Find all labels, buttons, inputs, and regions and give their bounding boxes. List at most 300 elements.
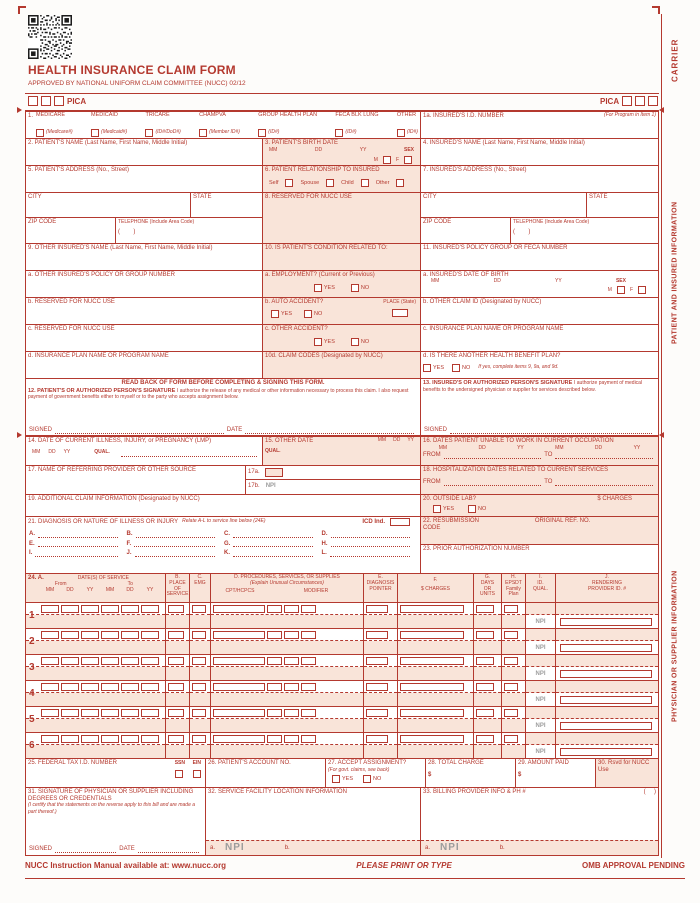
svc-modifier-box[interactable] [267,709,282,717]
svc-date-to-yy-box[interactable] [141,735,159,743]
insurance-type-checkbox[interactable] [36,129,44,137]
icd-ind-box[interactable] [390,518,410,526]
field-33b-label: b. [499,844,505,851]
field-11d-other-benefit-plan[interactable] [421,352,659,379]
field-26-patient-account[interactable] [206,759,326,788]
telephone-parens: ( ) [513,228,531,235]
svc-date-from-yy-box[interactable] [81,683,99,691]
svc-emg-box[interactable] [192,657,206,665]
svc-charges-box[interactable] [400,709,464,717]
field-22-resubmission[interactable] [421,517,658,545]
svc-diagnosis-pointer-box[interactable] [366,709,388,717]
insurance-type-checkbox[interactable] [258,129,266,137]
to-label: TO [544,452,553,459]
svc-modifier-box[interactable] [267,657,282,665]
field-9c-label: c. RESERVED FOR NUCC USE [28,326,115,332]
svc-epsdt-box[interactable] [504,605,518,613]
qualifier-box[interactable] [265,468,283,477]
auto-accident-yes-checkbox[interactable] [271,310,279,318]
diagnosis-letter-item [126,528,224,538]
city-label: CITY [423,194,437,200]
field-14-current-illness-date[interactable] [26,437,263,466]
field-16-label: 16. DATES PATIENT UNABLE TO WORK IN CURRENT OCCUPATION [423,438,614,444]
svc-rendering-npi-box[interactable] [560,696,652,704]
row-4 [26,193,659,218]
service-line [26,629,659,655]
field-32a-label: a. [210,844,216,851]
option-label: MEDICARE [36,112,66,118]
pica-checkbox[interactable] [54,96,64,106]
diagnosis-letter-item [321,547,419,557]
svc-days-units-box[interactable] [476,709,494,717]
qual-entry-line[interactable] [121,450,257,457]
svc-date-to-dd-box[interactable] [121,657,139,665]
form-title: HEALTH INSURANCE CLAIM FORM [28,63,236,77]
svc-cpt-box[interactable] [213,709,265,717]
svc-rendering-npi-box[interactable] [560,644,652,652]
svc-date-from-yy-box[interactable] [81,735,99,743]
no-label: NO [478,505,487,512]
relationship-other-checkbox[interactable] [396,179,404,187]
svc-days-units-box[interactable] [476,631,494,639]
field-22-23-stack [421,517,659,574]
svc-modifier-box[interactable] [267,631,282,639]
svc-date-from-dd-box[interactable] [61,735,79,743]
row-1 [26,112,659,139]
field-20-label: 20. OUTSIDE LAB? [423,496,477,502]
field-11b-other-claim-id[interactable] [421,298,659,325]
svc-date-to-mm-box[interactable] [101,683,119,691]
insured-zip-field[interactable] [421,218,511,244]
to-date-line[interactable] [555,452,653,459]
svc-charges-box[interactable] [400,605,464,613]
insured-city-field[interactable] [421,193,587,218]
svc-date-from-yy-box[interactable] [81,657,99,665]
svc-col-emg [190,655,211,681]
svc-emg-box[interactable] [192,605,206,613]
row-14-15-16 [26,437,659,466]
svc-emg-box[interactable] [192,735,206,743]
patient-signature-date-line[interactable] [245,427,414,434]
svc-modifier-box[interactable] [284,657,299,665]
svc-date-to-mm-box[interactable] [101,735,119,743]
patient-city-field[interactable] [26,193,191,218]
field-27-note: (For govt. claims, see back) [328,766,390,773]
insured-state-field[interactable] [587,193,659,218]
svc-diagnosis-pointer-box[interactable] [366,605,388,613]
male-label: M [607,286,612,293]
ssn-label: SSN [174,760,185,766]
svc-date-to-yy-box[interactable] [141,683,159,691]
svc-place-box[interactable] [168,735,184,743]
benefit-plan-no-checkbox[interactable] [452,364,460,372]
field-1-number: 1. [28,113,34,119]
female-label: F [395,156,399,163]
field-10a-label: a. EMPLOYMENT? (Current or Previous) [265,272,375,278]
field-11d-label: d. IS THERE ANOTHER HEALTH BENEFIT PLAN? [423,353,561,359]
field-10b-auto-accident[interactable] [263,298,421,325]
svc-col-emg [190,603,211,629]
margin-label-physician-supplier: PHYSICIAN OR SUPPLIER INFORMATION [671,570,679,723]
row-17-18 [26,466,659,495]
svc-date-to-yy-box[interactable] [141,657,159,665]
physician-date-line[interactable] [138,846,199,853]
svc-col-diagnosis-pointer [364,655,398,681]
field-5-patient-address[interactable] [26,166,263,193]
yy-label: YY [359,146,367,153]
insurance-type-checkbox[interactable] [91,129,99,137]
diagnosis-letter-item [223,528,321,538]
diagnosis-letter-item [28,547,126,557]
diagnosis-letter-item [223,538,321,548]
sex-male-checkbox[interactable] [383,156,391,164]
field-11c-insurance-plan[interactable] [421,325,659,352]
insurance-type-option [397,113,418,137]
field-11c-label: c. INSURANCE PLAN NAME OR PROGRAM NAME [423,326,564,332]
dollar-sign: $ [518,771,522,778]
field-15-other-date[interactable] [263,437,421,466]
svc-col-id-qual [526,681,556,707]
qual-label: QUAL. [265,447,281,454]
field-33-billing-provider[interactable] [421,788,659,856]
svc-cpt-box[interactable] [213,631,265,639]
svc-modifier-box[interactable] [301,709,316,717]
svc-diagnosis-pointer-box[interactable] [366,657,388,665]
svc-cpt-box[interactable] [213,683,265,691]
svc-modifier-box[interactable] [267,605,282,613]
svc-cpt-box[interactable] [213,657,265,665]
field-11-policy-group[interactable] [421,244,659,271]
svc-rendering-npi-box[interactable] [560,722,652,730]
dd-label: DD [393,437,401,443]
field-27-accept-assignment[interactable] [326,759,426,788]
svc-place-box[interactable] [168,683,184,691]
employment-yes-checkbox[interactable] [314,284,322,292]
svc-date-to-mm-box[interactable] [101,631,119,639]
svc-col-procedures [211,655,364,681]
service-line-number: 1 [29,610,35,621]
field-32-service-facility[interactable] [206,788,421,856]
svc-date-from-mm-box[interactable] [41,735,59,743]
pica-checkbox[interactable] [648,96,658,106]
field-33a-label: a. [425,844,431,851]
svc-date-to-yy-box[interactable] [141,605,159,613]
field-10d-claim-codes[interactable] [263,352,421,379]
svc-emg-box[interactable] [192,683,206,691]
svc-date-to-dd-box[interactable] [121,631,139,639]
svc-date-to-mm-box[interactable] [101,709,119,717]
svc-date-from-mm-box[interactable] [41,605,59,613]
svc-date-to-mm-box[interactable] [101,605,119,613]
field-10c-other-accident[interactable] [263,325,421,352]
svc-modifier-box[interactable] [267,735,282,743]
diagnosis-letter: F. [126,540,132,547]
pica-checkbox[interactable] [635,96,645,106]
svc-modifier-box[interactable] [284,605,299,613]
field-9d-insurance-plan[interactable] [26,352,263,379]
svc-days-units-box[interactable] [476,605,494,613]
telephone-parens: ( ) [118,228,136,235]
from-date-line[interactable] [444,452,542,459]
field-9a-other-insured-policy[interactable] [26,271,263,298]
svc-date-to-dd-box[interactable] [121,735,139,743]
field-4-label: 4. INSURED'S NAME (Last Name, First Name, Middle Initial) [423,140,585,146]
insurance-type-options [33,113,418,137]
svc-col-diagnosis-pointer [364,603,398,629]
sex-female-checkbox[interactable] [404,156,412,164]
relationship-self-checkbox[interactable] [285,179,293,187]
svc-modifier-box[interactable] [301,657,316,665]
field-28-total-charge[interactable] [426,759,516,788]
field-17-referring-provider[interactable] [26,466,246,495]
to-date-line[interactable] [555,479,653,486]
field-32-npi-strip [206,840,420,855]
svc-rendering-npi-box[interactable] [560,618,652,626]
svc-emg-box[interactable] [192,631,206,639]
svc-emg-box[interactable] [192,709,206,717]
assignment-yes-checkbox[interactable] [332,775,340,783]
svc-place-box[interactable] [168,605,184,613]
svc-date-to-yy-box[interactable] [141,709,159,717]
qual-label: QUAL. [94,449,110,456]
footer-omb-approval: OMB APPROVAL PENDING [582,861,685,870]
dd-label: DD [493,277,501,284]
svc-date-to-mm-box[interactable] [101,657,119,665]
service-line [26,707,659,733]
svc-date-from-mm-box[interactable] [41,657,59,665]
svc-date-from-yy-box[interactable] [81,631,99,639]
insurance-type-checkbox[interactable] [335,129,343,137]
ein-checkbox[interactable] [193,770,201,778]
field-2-patient-name[interactable] [26,139,263,166]
svc-diagnosis-pointer-box[interactable] [366,631,388,639]
patient-state-field[interactable] [191,193,263,218]
svc-diagnosis-pointer-box[interactable] [366,683,388,691]
svc-charges-box[interactable] [400,631,464,639]
svc-header-epsdt: H. EPSDT Family Plan [502,574,526,603]
svc-days-units-box[interactable] [476,657,494,665]
svc-epsdt-box[interactable] [504,657,518,665]
svc-place-box[interactable] [168,709,184,717]
svc-date-to-dd-box[interactable] [121,605,139,613]
field-33-label: 33. BILLING PROVIDER INFO & PH # [423,789,526,795]
svc-place-box[interactable] [168,631,184,639]
svc-header-id-qual: I. ID. QUAL. [526,574,556,603]
yy-label: YY [63,449,71,456]
svc-date-from-dd-box[interactable] [61,631,79,639]
svc-days-units-box[interactable] [476,683,494,691]
svc-epsdt-box[interactable] [504,709,518,717]
field-9-other-insured-name[interactable] [26,244,263,271]
field-22-code-label: CODE [423,524,441,531]
no-label: NO [314,310,323,317]
patient-telephone-field[interactable] [116,218,263,244]
svc-epsdt-box[interactable] [504,735,518,743]
svc-diagnosis-pointer-box[interactable] [366,735,388,743]
date-label: DATE [119,846,135,853]
field-19-additional-claim-info[interactable] [26,495,421,517]
field-25-federal-tax-id[interactable] [26,759,206,788]
field-21-diagnosis[interactable] [26,517,421,574]
svc-modifier-box[interactable] [267,683,282,691]
field-21-label: 21. DIAGNOSIS OR NATURE OF ILLNESS OR INJURY [28,518,179,525]
svc-date-from-mm-box[interactable] [41,709,59,717]
field-13-insured-signature[interactable] [421,379,659,437]
field-7-insured-address[interactable] [421,166,659,193]
outside-lab-yes-checkbox[interactable] [433,505,441,513]
svc-date-from-dd-box[interactable] [61,657,79,665]
svc-date-from-yy-box[interactable] [81,605,99,613]
field-16-unable-to-work-dates[interactable]: 16. DATES PATIENT UNABLE TO WORK IN CURRENT OCCUPATION MM DD YY MM DD YY FROM TO [421,437,659,466]
diagnosis-entry-line[interactable] [233,551,313,557]
relationship-child-checkbox[interactable] [361,179,369,187]
insured-signature-line[interactable] [450,427,652,434]
patient-zip-field[interactable] [26,218,116,244]
service-line-number: 2 [29,636,35,647]
option-label: OTHER [396,112,417,118]
footer-instruction-manual: NUCC Instruction Manual available at: www.nucc.org [25,861,227,870]
other-accident-yes-checkbox[interactable] [314,338,322,346]
svc-rendering-npi-box[interactable] [560,670,652,678]
place-state-box[interactable] [392,309,408,317]
option-label: TRICARE [145,112,170,118]
diagnosis-entry-line[interactable] [330,551,410,557]
svc-epsdt-box[interactable] [504,631,518,639]
svc-date-from-mm-box[interactable] [41,683,59,691]
pica-checkbox[interactable] [41,96,51,106]
field-10a-employment[interactable] [263,271,421,298]
field-9c-reserved-nucc [26,325,263,352]
field-4-insured-name[interactable] [421,139,659,166]
insured-sex-male-checkbox[interactable] [617,286,625,294]
insurance-type-checkbox[interactable] [397,129,405,137]
svc-rendering-npi-box[interactable] [560,748,652,756]
from-label: FROM [423,478,441,485]
insured-telephone-field[interactable] [511,218,659,244]
svc-date-to-yy-box[interactable] [141,631,159,639]
diagnosis-entry-line[interactable] [135,551,215,557]
dd-label: DD [314,146,323,153]
field-5-label: 5. PATIENT'S ADDRESS (No., Street) [28,167,129,173]
insurance-type-checkbox[interactable] [199,129,207,137]
field-6-patient-relationship[interactable] [263,166,421,193]
svc-date-from-dd-box[interactable] [61,709,79,717]
field-11a-label: a. INSURED'S DATE OF BIRTH [423,272,509,278]
outside-lab-no-checkbox[interactable] [468,505,476,513]
svc-epsdt-box[interactable] [504,683,518,691]
field-28-label: 28. TOTAL CHARGE [428,760,484,766]
field-23-prior-authorization[interactable] [421,545,658,573]
benefit-plan-yes-checkbox[interactable] [423,364,431,372]
svc-col-id-qual [526,707,556,733]
auto-accident-no-checkbox[interactable] [304,310,312,318]
option-sublabel: (Member ID#) [209,129,240,136]
svc-modifier-box[interactable] [301,683,316,691]
svc-place-box[interactable] [168,657,184,665]
relationship-spouse-checkbox[interactable] [326,179,334,187]
other-accident-no-checkbox[interactable] [351,338,359,346]
svc-col-emg [190,733,211,759]
svc-modifier-box[interactable] [284,735,299,743]
field-3-birthdate-sex[interactable] [263,139,421,166]
svc-header-date: 24. A. DATE(S) OF SERVICE From To MM DD YY MM DD YY [26,574,166,603]
svc-modifier-box[interactable] [301,735,316,743]
option-sublabel: (Medicare#) [46,129,73,136]
svc-header-charges: F. $ CHARGES [398,574,474,603]
svc-col-charges [398,707,474,733]
diagnosis-entry-line[interactable] [35,551,117,557]
pica-checkbox[interactable] [622,96,632,106]
svc-date-from-mm-box[interactable] [41,631,59,639]
field-10-label: 10. IS PATIENT'S CONDITION RELATED TO: [265,245,388,251]
ssn-checkbox[interactable] [175,770,183,778]
svc-date-to-dd-box[interactable] [121,683,139,691]
field-14-label: 14. DATE OF CURRENT ILLNESS, INJURY, or PREGNANCY (LMP) [28,438,212,444]
field-22-label: 22. RESUBMISSION [423,518,480,524]
svc-col-rendering-provider [556,707,659,733]
svc-charges-box[interactable] [400,735,464,743]
svc-date-from-dd-box[interactable] [61,683,79,691]
svc-days-units-box[interactable] [476,735,494,743]
field-12-patient-signature[interactable] [26,379,421,437]
svc-col-days-units [474,603,502,629]
field-11a-insured-birthdate[interactable] [421,271,659,298]
field-31-physician-signature[interactable] [26,788,206,856]
svc-modifier-box[interactable] [284,709,299,717]
field-1a-insured-id-number[interactable] [421,112,659,139]
svc-modifier-box[interactable] [301,631,316,639]
row-31-33 [26,788,659,856]
field-18-hospitalization-dates[interactable] [421,466,659,495]
svc-date-to-dd-box[interactable] [121,709,139,717]
svc-col-dates [26,603,166,629]
field-23-label: 23. PRIOR AUTHORIZATION NUMBER [423,546,530,552]
patient-signature-line[interactable] [55,427,224,434]
svc-cpt-box[interactable] [213,605,265,613]
field-20-outside-lab[interactable] [421,495,659,517]
registration-mark-topleft [18,6,26,14]
from-date-line[interactable] [444,479,542,486]
svc-modifier-box[interactable] [284,631,299,639]
insured-sex-female-checkbox[interactable] [638,286,646,294]
svc-modifier-box[interactable] [284,683,299,691]
svc-date-from-yy-box[interactable] [81,709,99,717]
diagnosis-letter: I. [29,550,33,557]
field-1-insurance-type[interactable] [26,112,421,139]
svc-charges-box[interactable] [400,657,464,665]
diagnosis-letter: L. [321,550,327,557]
male-label: M [373,156,378,163]
employment-no-checkbox[interactable] [351,284,359,292]
physician-signature-line[interactable] [55,846,116,853]
svc-col-epsdt [502,707,526,733]
field-9a-label: a. OTHER INSURED'S POLICY OR GROUP NUMBER [28,272,175,278]
insurance-type-checkbox[interactable] [145,129,153,137]
svc-modifier-box[interactable] [301,605,316,613]
service-line-number: 3 [29,662,35,673]
service-line [26,655,659,681]
svc-col-id-qual [526,629,556,655]
svc-cpt-box[interactable] [213,735,265,743]
field-29-amount-paid[interactable] [516,759,596,788]
svc-charges-box[interactable] [400,683,464,691]
pica-checkbox[interactable] [28,96,38,106]
npi-label: NPI [535,670,546,677]
field-32b-label: b. [284,844,290,851]
assignment-no-checkbox[interactable] [363,775,371,783]
svc-date-from-dd-box[interactable] [61,605,79,613]
svc-header-place: B. PLACE OF SERVICE [166,574,190,603]
